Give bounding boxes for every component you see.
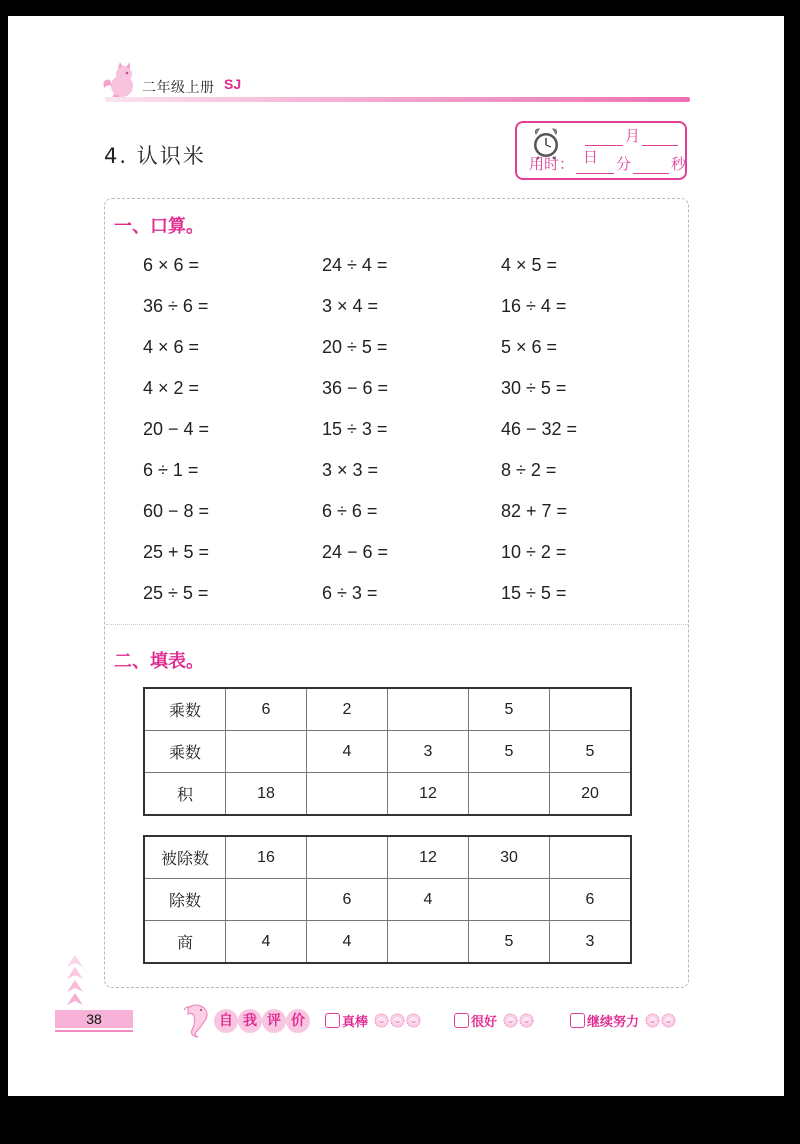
smiley-flower-icon [503, 1013, 518, 1028]
dragon-mascot-icon [100, 60, 140, 102]
date-row [583, 125, 687, 166]
minute-blank[interactable] [576, 157, 614, 174]
self-evaluation-label [214, 1009, 310, 1035]
calc-problem: 4 × 6 = [143, 337, 200, 357]
table-cell: 30 [469, 836, 550, 879]
time-used-label: 用时： [529, 155, 575, 173]
table-cell: 4 [307, 731, 388, 773]
calc-problem: 30 ÷ 5 = [501, 378, 567, 398]
table-cell: 3 [388, 731, 469, 773]
day-blank[interactable] [642, 129, 678, 146]
rating-checkbox[interactable] [325, 1013, 340, 1028]
division-table [143, 835, 632, 964]
smiley-flower-icon [645, 1013, 660, 1028]
table-cell: 5 [469, 688, 550, 731]
rating-label: 真棒 [342, 1015, 369, 1030]
self-eval-char: 自 [214, 1009, 238, 1033]
table-cell-blank[interactable] [307, 773, 388, 816]
table-cell: 16 [226, 836, 307, 879]
rating-keep-trying[interactable] [570, 1011, 676, 1031]
table-cell-blank[interactable] [550, 688, 632, 731]
calc-problem: 6 ÷ 1 = [143, 460, 199, 480]
rating-label: 很好 [471, 1015, 498, 1030]
calc-problem: 15 ÷ 3 = [322, 419, 388, 439]
minute-label: 分 [616, 155, 632, 173]
dolphin-icon [182, 1002, 212, 1038]
smiley-flower-icon [661, 1013, 676, 1028]
self-eval-char: 评 [262, 1009, 286, 1033]
smiley-flower-icon [374, 1013, 389, 1028]
table-cell: 12 [388, 773, 469, 816]
rating-checkbox[interactable] [454, 1013, 469, 1028]
table-row [144, 731, 631, 773]
section-divider [106, 624, 688, 625]
row-label: 除数 [144, 879, 226, 921]
edition-code: SJ [224, 76, 242, 92]
row-label: 乘数 [144, 688, 226, 731]
table-cell-blank[interactable] [388, 688, 469, 731]
chevron-up-stack-icon [66, 955, 84, 1010]
table-cell-blank[interactable] [469, 773, 550, 816]
calc-problem: 5 × 6 = [501, 337, 558, 357]
table-cell-blank[interactable] [307, 836, 388, 879]
self-eval-char: 价 [286, 1009, 310, 1033]
table-cell-blank[interactable] [469, 879, 550, 921]
table-cell: 4 [388, 879, 469, 921]
row-label: 乘数 [144, 731, 226, 773]
section2-title: 二、填表。 [114, 651, 204, 672]
calc-problem: 20 − 4 = [143, 419, 210, 439]
calc-problem: 6 ÷ 3 = [322, 583, 378, 603]
day-label: 日 [583, 148, 599, 166]
table-cell: 5 [550, 731, 632, 773]
date-time-box [515, 121, 687, 180]
rating-checkbox[interactable] [570, 1013, 585, 1028]
table-cell: 20 [550, 773, 632, 816]
calc-problem: 82 + 7 = [501, 501, 568, 521]
smiley-flower-icon [406, 1013, 421, 1028]
calc-problem: 15 ÷ 5 = [501, 583, 567, 603]
smiley-flower-icon [519, 1013, 534, 1028]
calc-problem: 3 × 3 = [322, 460, 379, 480]
calc-problem: 16 ÷ 4 = [501, 296, 567, 316]
calc-problem: 25 + 5 = [143, 542, 210, 562]
table-cell: 6 [226, 688, 307, 731]
calc-problem: 4 × 2 = [143, 378, 200, 398]
calc-problem: 36 ÷ 6 = [143, 296, 209, 316]
calc-problem: 6 ÷ 6 = [322, 501, 378, 521]
calc-problem: 24 ÷ 4 = [322, 255, 388, 275]
row-label: 积 [144, 773, 226, 816]
table-cell: 6 [307, 879, 388, 921]
table-cell: 6 [550, 879, 632, 921]
table-cell-blank[interactable] [226, 879, 307, 921]
rating-good[interactable] [454, 1011, 534, 1031]
header-divider [105, 97, 690, 102]
table-cell: 2 [307, 688, 388, 731]
table-cell: 4 [307, 921, 388, 964]
table-row [144, 921, 631, 964]
calc-problem: 10 ÷ 2 = [501, 542, 567, 562]
calc-problem: 60 − 8 = [143, 501, 210, 521]
lesson-title: 4. 认识米 [104, 144, 206, 168]
calc-problem: 24 − 6 = [322, 542, 389, 562]
time-used-row [529, 153, 687, 177]
calc-problem: 4 × 5 = [501, 255, 558, 275]
month-label: 月 [625, 127, 641, 145]
table-row [144, 836, 631, 879]
table-row [144, 688, 631, 731]
calc-problem: 6 × 6 = [143, 255, 200, 275]
page-number-underline [55, 1030, 133, 1032]
table-cell: 18 [226, 773, 307, 816]
calc-problem: 25 ÷ 5 = [143, 583, 209, 603]
table-row [144, 879, 631, 921]
calc-problem: 8 ÷ 2 = [501, 460, 557, 480]
row-label: 被除数 [144, 836, 226, 879]
grade-label: 二年级上册 [142, 80, 215, 96]
second-blank[interactable] [633, 157, 669, 174]
month-blank[interactable] [585, 129, 623, 146]
section1-title: 一、口算。 [114, 216, 204, 237]
calc-problem: 3 × 4 = [322, 296, 379, 316]
table-cell: 5 [469, 921, 550, 964]
page-number: 38 [55, 1010, 133, 1028]
multiplication-table [143, 687, 632, 816]
table-cell-blank[interactable] [226, 731, 307, 773]
table-cell: 12 [388, 836, 469, 879]
calc-problem: 20 ÷ 5 = [322, 337, 388, 357]
table-cell-blank[interactable] [550, 836, 632, 879]
self-eval-char: 我 [238, 1009, 262, 1033]
calc-problem: 46 − 32 = [501, 419, 578, 439]
second-label: 秒 [671, 155, 687, 173]
smiley-flower-icon [390, 1013, 405, 1028]
table-cell: 3 [550, 921, 632, 964]
row-label: 商 [144, 921, 226, 964]
rating-label: 继续努力 [587, 1015, 640, 1030]
table-cell: 5 [469, 731, 550, 773]
calc-problem: 36 − 6 = [322, 378, 389, 398]
table-cell: 4 [226, 921, 307, 964]
table-row [144, 773, 631, 816]
rating-excellent[interactable] [325, 1011, 421, 1031]
table-cell-blank[interactable] [388, 921, 469, 964]
